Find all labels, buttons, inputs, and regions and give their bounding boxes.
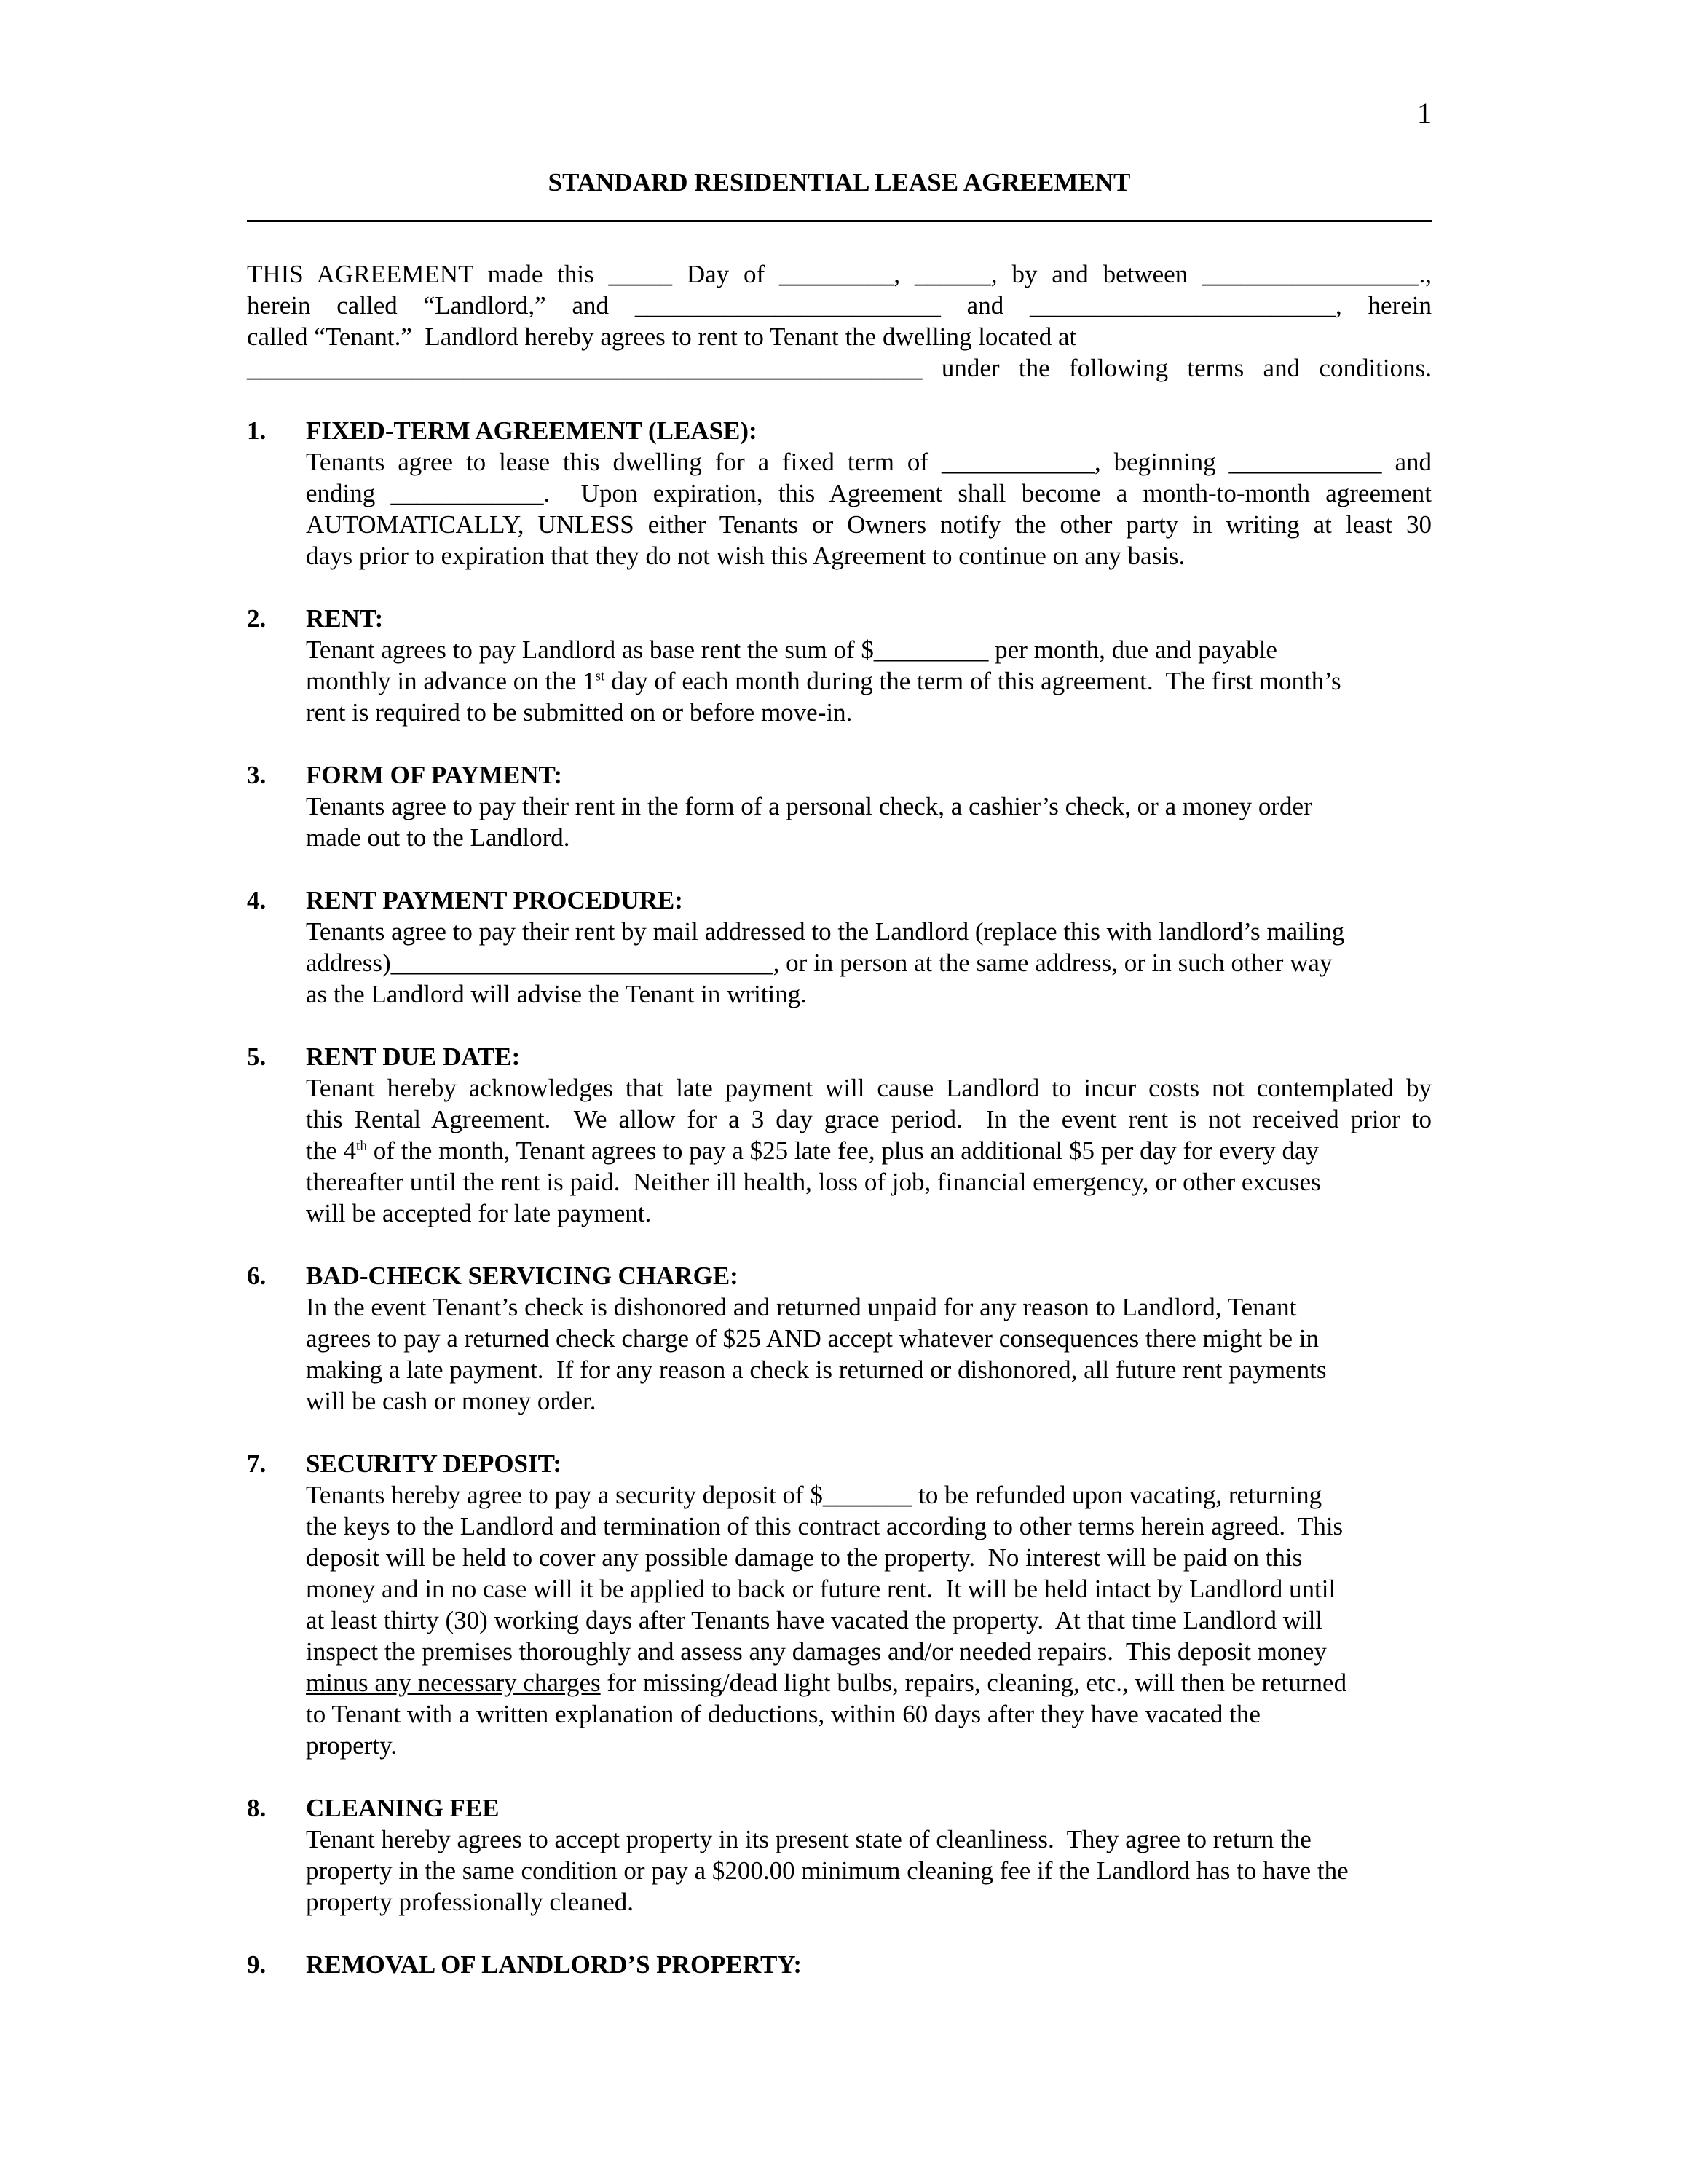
section-5-line-part: of the month, Tenant agrees to pay a $25 late fee, plus an additional $5 per day for every day [367, 1136, 1320, 1165]
intro-line-2: herein called “Landlord,” and ________________________ and ________________________, herein [247, 291, 1432, 320]
section-7-line: inspect the premises thoroughly and assess any damages and/or needed repairs. This deposit money [306, 1637, 1327, 1666]
section-2-line [306, 666, 1432, 697]
section-2-line-part: monthly in advance on the 1 [306, 667, 596, 695]
section-6-line: agrees to pay a returned check charge of $25 AND accept whatever consequences there might be in [306, 1324, 1319, 1353]
section-8-line: property in the same condition or pay a $200.00 minimum cleaning fee if the Landlord has to have the [306, 1856, 1349, 1885]
section-7-number: 7. [247, 1449, 267, 1478]
title-rule [247, 220, 1432, 222]
intro-line-3: called “Tenant.” Landlord hereby agrees to rent to Tenant the dwelling located at [247, 323, 1077, 351]
section-8-line: Tenant hereby agrees to accept property in its present state of cleanliness. They agree to return the [306, 1825, 1312, 1853]
section-6-number: 6. [247, 1262, 267, 1290]
section-2-line: rent is required to be submitted on or before move-in. [306, 698, 853, 727]
section-7-line: money and in no case will it be applied to back or future rent. It will be held intact by Landlord until [306, 1575, 1336, 1603]
section-1-line: days prior to expiration that they do not wish this Agreement to continue on any basis. [306, 542, 1186, 570]
intro-line-1: THIS AGREEMENT made this _____ Day of _________, ______, by and between _________________., [247, 260, 1432, 288]
page-number: 1 [1417, 97, 1432, 130]
section-7-line-part: for missing/dead light bulbs, repairs, cleaning, etc., will then be returned [600, 1669, 1347, 1697]
section-5-line [306, 1136, 1432, 1166]
section-5-heading: RENT DUE DATE: [306, 1042, 521, 1071]
section-3-line: made out to the Landlord. [306, 823, 570, 852]
section-2-number: 2. [247, 604, 267, 633]
underlined-phrase: minus any necessary charges [306, 1669, 601, 1697]
section-2-line-part: day of each month during the term of this agreement. The first month’s [604, 667, 1341, 695]
section-6-line: In the event Tenant’s check is dishonored and returned unpaid for any reason to Landlord, Tenant [306, 1293, 1297, 1321]
section-3-line: Tenants agree to pay their rent in the form of a personal check, a cashier’s check, or a money order [306, 792, 1312, 820]
section-3-heading: FORM OF PAYMENT: [306, 761, 562, 789]
section-4-number: 4. [247, 886, 267, 914]
section-1-line: ending ____________. Upon expiration, this Agreement shall become a month-to-month agreement [306, 479, 1432, 507]
section-7-line: Tenants hereby agree to pay a security deposit of $_______ to be refunded upon vacating, returning [306, 1481, 1322, 1509]
section-5-line: thereafter until the rent is paid. Neither ill health, loss of job, financial emergency, or other excuses [306, 1168, 1321, 1196]
section-6-heading: BAD-CHECK SERVICING CHARGE: [306, 1262, 738, 1290]
section-1-heading: FIXED-TERM AGREEMENT (LEASE): [306, 416, 757, 445]
section-6-line: making a late payment. If for any reason a check is returned or dishonored, all future rent payments [306, 1356, 1327, 1384]
section-5-line: Tenant hereby acknowledges that late payment will cause Landlord to incur costs not contemplated by [306, 1074, 1432, 1102]
section-3-number: 3. [247, 761, 267, 789]
section-9-heading: REMOVAL OF LANDLORD’S PROPERTY: [306, 1950, 802, 1979]
section-5-number: 5. [247, 1042, 267, 1071]
section-4-line: as the Landlord will advise the Tenant in writing. [306, 980, 808, 1008]
section-1-number: 1. [247, 416, 267, 445]
section-5-line: will be accepted for late payment. [306, 1199, 652, 1227]
section-1-line: AUTOMATICALLY, UNLESS either Tenants or Owners notify the other party in writing at least 30 [306, 510, 1432, 539]
section-2-heading: RENT: [306, 604, 384, 633]
section-1-line: Tenants agree to lease this dwelling for a fixed term of ____________, beginning ____________ and [306, 448, 1432, 476]
section-4-line: address)______________________________, or in person at the same address, or in such other way [306, 949, 1333, 977]
section-7-line [306, 1668, 1432, 1698]
document-title: STANDARD RESIDENTIAL LEASE AGREEMENT [548, 168, 1131, 197]
section-7-line: to Tenant with a written explanation of deductions, within 60 days after they have vacated the [306, 1700, 1261, 1728]
section-8-line: property professionally cleaned. [306, 1888, 634, 1916]
section-7-line: the keys to the Landlord and termination of this contract according to other terms herein agreed. This [306, 1512, 1344, 1540]
ordinal-suffix: st [595, 668, 605, 684]
section-9-number: 9. [247, 1950, 267, 1979]
section-7-heading: SECURITY DEPOSIT: [306, 1449, 562, 1478]
section-7-line: deposit will be held to cover any possible damage to the property. No interest will be paid on this [306, 1543, 1303, 1572]
intro-line-4: _____________________________________________________ under the following terms and conditions. [247, 354, 1432, 382]
section-8-number: 8. [247, 1794, 267, 1822]
ordinal-suffix: th [356, 1138, 367, 1154]
section-7-line: property. [306, 1731, 398, 1760]
section-7-line: at least thirty (30) working days after Tenants have vacated the property. At that time Landlord will [306, 1606, 1323, 1634]
section-5-line-part: the 4 [306, 1136, 357, 1165]
section-2-line: Tenant agrees to pay Landlord as base rent the sum of $_________ per month, due and payable [306, 636, 1277, 664]
section-4-heading: RENT PAYMENT PROCEDURE: [306, 886, 683, 914]
section-4-line: Tenants agree to pay their rent by mail addressed to the Landlord (replace this with landlord’s mailing [306, 917, 1345, 946]
section-5-line: this Rental Agreement. We allow for a 3 day grace period. In the event rent is not received prior to [306, 1105, 1432, 1133]
section-8-heading: CLEANING FEE [306, 1794, 500, 1822]
section-6-line: will be cash or money order. [306, 1387, 596, 1415]
